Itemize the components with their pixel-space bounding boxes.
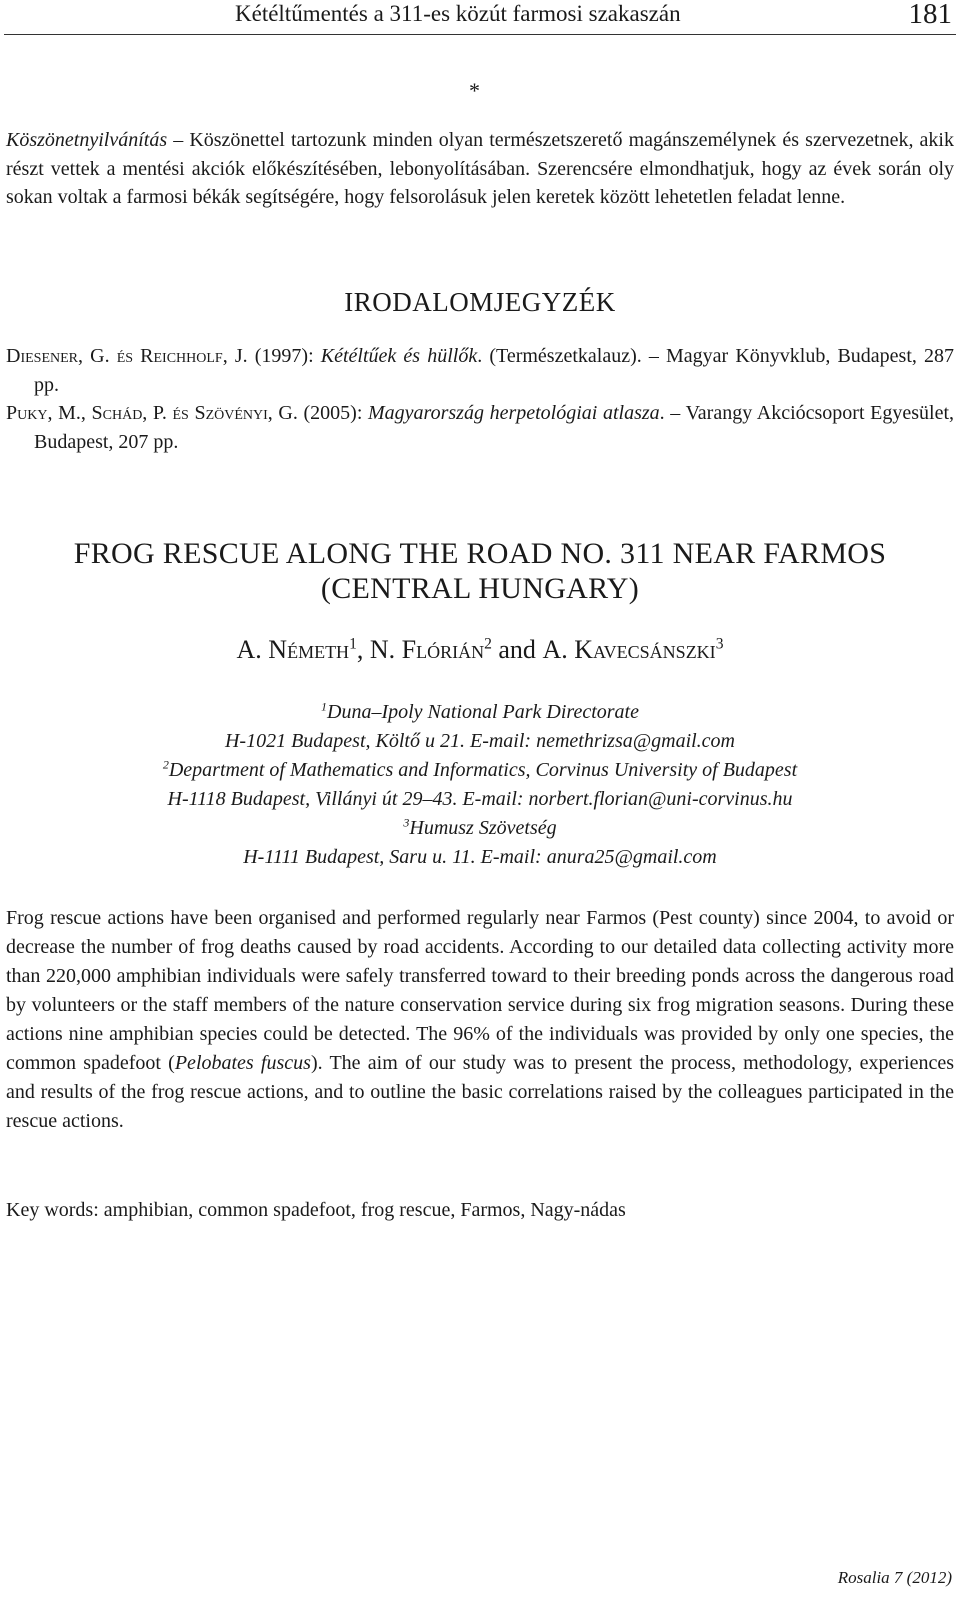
abstract-text: Frog rescue actions have been organised and performed regularly near Farmos (Pest county) since 2004, to avoid or decrease the number of frog deaths caused by road accidents. According to our detailed data collecting activity more than 220,000 amphibian individuals were safely transferred toward to their breeding ponds across the dangerous road by volunteers or the staff members of the nature conservation service during six frog migration seasons. During these actions nine amphibian species could be detected. The 96% of the individuals was provided by only one species, the common spadefoot ( bbox=[6, 907, 954, 1074]
acknowledgement bbox=[6, 126, 954, 212]
running-head-title: Kétéltűmentés a 311-es közút farmosi szakaszán bbox=[235, 1, 681, 26]
english-title bbox=[0, 536, 960, 606]
reference-publisher: . – Varangy Akciócsoport Egyesület, Budapest, 207 pp. bbox=[34, 402, 955, 454]
reference-year: (2005): bbox=[297, 402, 369, 425]
author-separator: and bbox=[491, 635, 543, 664]
author-affiliation-mark: 2 bbox=[484, 635, 492, 653]
affiliation-address: H-1111 Budapest, Saru u. 11. E-mail: anura25@gmail.com bbox=[243, 846, 717, 868]
reference-year: (1997): bbox=[247, 345, 321, 367]
author-separator: , bbox=[356, 635, 370, 664]
journal-footer: Rosalia 7 (2012) bbox=[837, 1568, 952, 1587]
author-name: A. Kavecsánszki bbox=[542, 635, 716, 664]
page-number: 181 bbox=[908, 0, 952, 30]
reference-title: Kétéltűek és hüllők bbox=[320, 345, 478, 367]
section-separator: * bbox=[469, 78, 480, 103]
affiliation-line bbox=[0, 814, 960, 843]
reference-authors: Diesener, G. és Reichholf, J. bbox=[6, 345, 248, 367]
affiliation-name: Humusz Szövetség bbox=[409, 817, 557, 839]
affiliation-name: Duna–Ipoly National Park Directorate bbox=[327, 701, 639, 723]
acknowledgement-text: – Köszönettel tartozunk minden olyan természetszerető magánszemélynek és szervezetnek, akik részt vettek a mentési akciók előkészítésében, lebonyolításában. Szerencsére elmondhatjuk, hogy az évek során oly sokan voltak a farmosi békák segítségére, hogy felsorolásuk jelen keretek között lehetetlen feladat lenne. bbox=[6, 129, 954, 209]
reference-item bbox=[6, 399, 954, 456]
affiliation-address: H-1021 Budapest, Költő u 21. E-mail: nemethrizsa@gmail.com bbox=[224, 730, 736, 752]
reference-list bbox=[6, 342, 954, 457]
english-title-line: (CENTRAL HUNGARY) bbox=[320, 572, 640, 605]
affiliation-mark: 2 bbox=[162, 757, 169, 772]
affiliation-name: Department of Mathematics and Informatics, Corvinus University of Budapest bbox=[168, 759, 798, 781]
reference-title: Magyarország herpetológiai atlasza bbox=[368, 402, 660, 425]
author-affiliation-mark: 3 bbox=[715, 635, 724, 653]
english-title-line: FROG RESCUE ALONG THE ROAD NO. 311 NEAR FARMOS bbox=[73, 537, 887, 570]
acknowledgement-lead: Köszönetnyilvánítás bbox=[6, 129, 168, 151]
affiliation-line bbox=[0, 698, 960, 727]
affiliations bbox=[0, 698, 960, 872]
reference-publisher: . (Természetkalauz). – Magyar Könyvklub, Budapest, 287 pp. bbox=[34, 345, 955, 396]
affiliation-line bbox=[0, 756, 960, 785]
keywords: Key words: amphibian, common spadefoot, frog rescue, Farmos, Nagy-nádas bbox=[6, 1199, 626, 1221]
abstract-text: ). The aim of our study was to present the process, methodology, experiences and results of the frog rescue actions, and to outline the basic correlations raised by the colleagues participated in the rescue actions. bbox=[6, 1052, 955, 1132]
author-name: N. Flórián bbox=[369, 635, 485, 664]
author-line bbox=[0, 634, 960, 666]
reference-authors: Puky, M., Schád, P. és Szövényi, G. bbox=[6, 402, 298, 425]
author-name: A. Németh bbox=[236, 635, 350, 664]
header-rule bbox=[4, 34, 956, 35]
affiliation-mark: 3 bbox=[403, 815, 410, 830]
species-name: Pelobates fuscus bbox=[174, 1052, 311, 1074]
affiliation-address: H-1118 Budapest, Villányi út 29–43. E-mail: norbert.florian@uni-corvinus.hu bbox=[167, 788, 793, 810]
author-affiliation-mark: 1 bbox=[349, 635, 357, 653]
abstract bbox=[6, 904, 954, 1136]
reference-item bbox=[6, 342, 954, 399]
running-header bbox=[0, 0, 960, 36]
references-heading: IRODALOMJEGYZÉK bbox=[344, 287, 616, 317]
affiliation-mark: 1 bbox=[321, 699, 327, 714]
